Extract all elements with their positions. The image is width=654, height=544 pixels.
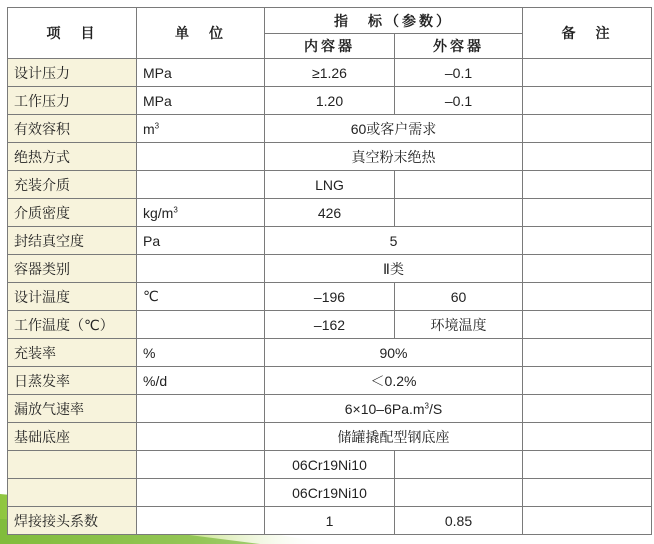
row-remark bbox=[523, 171, 652, 199]
row-remark bbox=[523, 59, 652, 87]
row-label: 介质密度 bbox=[8, 199, 137, 227]
row-value-merged bbox=[265, 367, 523, 395]
row-value-outer bbox=[395, 479, 523, 507]
row-value-inner: 1.20 bbox=[265, 87, 395, 115]
table-row bbox=[8, 395, 652, 423]
row-remark bbox=[523, 143, 652, 171]
unit-text: m bbox=[143, 120, 155, 137]
row-value-outer: 0.85 bbox=[395, 507, 523, 535]
row-remark bbox=[523, 115, 652, 143]
table-row bbox=[8, 451, 652, 479]
merged-text: 6×10–6Pa.m bbox=[344, 400, 425, 417]
row-value-merged bbox=[265, 339, 523, 367]
header-unit: 单 位 bbox=[137, 8, 265, 59]
unit-text: Pa bbox=[143, 232, 161, 249]
unit-text: %/d bbox=[143, 372, 168, 389]
row-unit bbox=[137, 283, 265, 311]
header-indicator: 指 标（参数） bbox=[265, 8, 523, 34]
row-label: 有效容积 bbox=[8, 115, 137, 143]
row-value-inner: 426 bbox=[265, 199, 395, 227]
table-row bbox=[8, 115, 652, 143]
header-outer: 外容器 bbox=[395, 34, 523, 59]
row-label: 设计压力 bbox=[8, 59, 137, 87]
row-unit bbox=[137, 311, 265, 339]
row-remark bbox=[523, 367, 652, 395]
merged-superscript: 3 bbox=[424, 400, 429, 410]
table-row bbox=[8, 59, 652, 87]
row-unit bbox=[137, 199, 265, 227]
unit-text: % bbox=[143, 344, 156, 361]
table-row bbox=[8, 87, 652, 115]
row-unit bbox=[137, 171, 265, 199]
row-value-merged bbox=[265, 143, 523, 171]
row-remark bbox=[523, 199, 652, 227]
table-row bbox=[8, 255, 652, 283]
row-unit bbox=[137, 115, 265, 143]
row-remark bbox=[523, 479, 652, 507]
row-label: 封结真空度 bbox=[8, 227, 137, 255]
row-label: 容器类别 bbox=[8, 255, 137, 283]
table-row bbox=[8, 479, 652, 507]
row-value-merged bbox=[265, 115, 523, 143]
merged-tail: /S bbox=[429, 400, 443, 417]
row-value-inner: LNG bbox=[265, 171, 395, 199]
table-row bbox=[8, 507, 652, 535]
row-label: 绝热方式 bbox=[8, 143, 137, 171]
row-value-outer: 60 bbox=[395, 283, 523, 311]
unit-superscript: 3 bbox=[173, 204, 178, 214]
unit-text: MPa bbox=[143, 92, 172, 109]
row-value-merged bbox=[265, 423, 523, 451]
row-label: 工作压力 bbox=[8, 87, 137, 115]
row-remark bbox=[523, 507, 652, 535]
row-remark bbox=[523, 227, 652, 255]
row-value-outer bbox=[395, 171, 523, 199]
row-unit bbox=[137, 255, 265, 283]
row-label: 日蒸发率 bbox=[8, 367, 137, 395]
row-value-inner: 06Cr19Ni10 bbox=[265, 451, 395, 479]
table-row bbox=[8, 339, 652, 367]
merged-text: 60或客户需求 bbox=[350, 120, 437, 137]
row-remark bbox=[523, 339, 652, 367]
row-value-outer: 环境温度 bbox=[395, 311, 523, 339]
row-remark bbox=[523, 395, 652, 423]
row-label: 焊接接头系数 bbox=[8, 507, 137, 535]
table-row bbox=[8, 227, 652, 255]
table-row bbox=[8, 171, 652, 199]
row-label: 充装介质 bbox=[8, 171, 137, 199]
row-unit bbox=[137, 143, 265, 171]
row-value-merged bbox=[265, 227, 523, 255]
row-label bbox=[8, 479, 137, 507]
row-value-inner: 1 bbox=[265, 507, 395, 535]
row-unit bbox=[137, 367, 265, 395]
table-row bbox=[8, 311, 652, 339]
row-value-inner: 06Cr19Ni10 bbox=[265, 479, 395, 507]
row-label: 设计温度 bbox=[8, 283, 137, 311]
unit-superscript: 3 bbox=[154, 120, 160, 130]
merged-text: ＜0.2% bbox=[370, 372, 417, 389]
row-remark bbox=[523, 423, 652, 451]
table-row bbox=[8, 283, 652, 311]
merged-text: 90% bbox=[379, 344, 408, 361]
row-label: 充装率 bbox=[8, 339, 137, 367]
row-remark bbox=[523, 311, 652, 339]
merged-text: 储罐撬配型钢底座 bbox=[337, 428, 450, 445]
header-remark: 备 注 bbox=[523, 8, 652, 59]
row-value-inner: –162 bbox=[265, 311, 395, 339]
row-remark bbox=[523, 255, 652, 283]
merged-text: 真空粉末绝热 bbox=[351, 148, 436, 165]
unit-text: ℃ bbox=[143, 288, 159, 304]
row-label bbox=[8, 451, 137, 479]
row-unit bbox=[137, 451, 265, 479]
row-value-outer bbox=[395, 451, 523, 479]
row-remark bbox=[523, 283, 652, 311]
row-label: 基础底座 bbox=[8, 423, 137, 451]
row-value-merged bbox=[265, 395, 523, 423]
row-unit bbox=[137, 87, 265, 115]
row-label: 漏放气速率 bbox=[8, 395, 137, 423]
row-value-inner: –196 bbox=[265, 283, 395, 311]
table-row bbox=[8, 423, 652, 451]
row-unit bbox=[137, 423, 265, 451]
row-value-outer bbox=[395, 199, 523, 227]
unit-text: MPa bbox=[143, 64, 172, 81]
row-remark bbox=[523, 451, 652, 479]
header-inner: 内容器 bbox=[265, 34, 395, 59]
header-item: 项 目 bbox=[8, 8, 137, 59]
row-value-inner: ≥1.26 bbox=[265, 59, 395, 87]
row-label: 工作温度（℃） bbox=[8, 311, 137, 339]
spec-table bbox=[7, 7, 652, 535]
row-unit bbox=[137, 479, 265, 507]
row-value-outer: –0.1 bbox=[395, 87, 523, 115]
row-value-merged bbox=[265, 255, 523, 283]
row-value-outer: –0.1 bbox=[395, 59, 523, 87]
row-unit bbox=[137, 59, 265, 87]
row-remark bbox=[523, 87, 652, 115]
table-row bbox=[8, 367, 652, 395]
row-unit bbox=[137, 227, 265, 255]
row-unit bbox=[137, 395, 265, 423]
merged-text: Ⅱ类 bbox=[383, 260, 404, 277]
row-unit bbox=[137, 339, 265, 367]
merged-text: 5 bbox=[389, 232, 398, 249]
row-unit bbox=[137, 507, 265, 535]
unit-text: kg/m bbox=[143, 204, 174, 221]
table-row bbox=[8, 199, 652, 227]
table-row bbox=[8, 143, 652, 171]
